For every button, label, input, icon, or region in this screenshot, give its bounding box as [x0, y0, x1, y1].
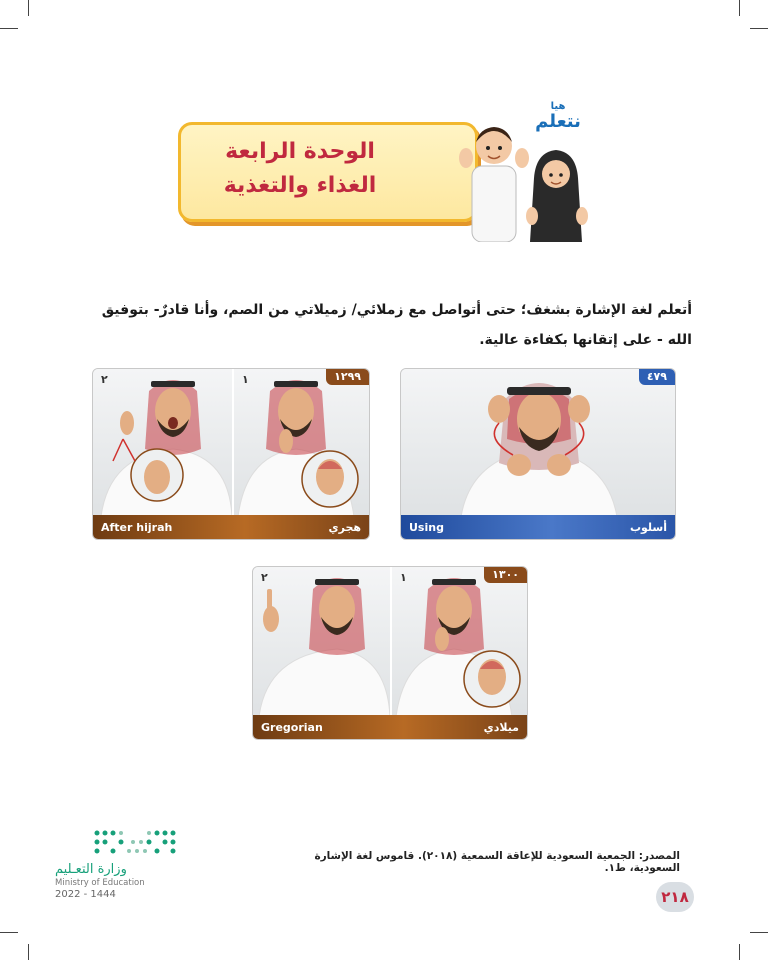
ministry-name-english: Ministry of Education	[55, 878, 145, 888]
step-number: ٢	[261, 571, 268, 584]
unit-title-line1: الوحدة الرابعة	[225, 139, 375, 164]
sign-panel-step-2	[93, 369, 232, 515]
caption-english: Using	[409, 520, 444, 534]
signer-photo	[93, 369, 232, 515]
caption-arabic: هجري	[328, 520, 361, 534]
lets-learn-badge	[518, 102, 598, 132]
ministry-logo	[55, 828, 195, 900]
step-number: ٢	[101, 373, 108, 386]
badge-small-text: هيا	[550, 101, 566, 112]
unit-title-line2: الغذاء والتغذية	[223, 173, 377, 198]
badge-big-text: نتعلم	[535, 111, 581, 132]
signer-photo	[253, 567, 390, 715]
caption-bar	[93, 515, 369, 539]
girl-figure	[526, 150, 588, 242]
crop-mark	[0, 932, 18, 933]
intro-paragraph: أتعلم لغة الإشارة بشغف؛ حتى أتواصل مع زملائي/ زميلاتي من الصم، وأنا قادرٌ- بتوفيق الله - على إتقانها بكفاءة عالية.	[101, 302, 692, 348]
caption-bar	[401, 515, 675, 539]
step-number: ١	[400, 571, 407, 584]
crop-mark	[739, 0, 740, 16]
page-number: ٢١٨	[656, 882, 694, 912]
crop-mark	[0, 28, 18, 29]
crop-mark	[28, 0, 29, 16]
signer-photo	[234, 369, 369, 515]
sign-card-hijri	[92, 368, 370, 540]
signer-photo	[401, 369, 675, 515]
sign-panel-step-1	[392, 567, 527, 715]
sign-panel-step-2	[253, 567, 390, 715]
crop-mark	[750, 28, 768, 29]
step-number: ١	[242, 373, 249, 386]
sign-card-using	[400, 368, 676, 540]
signer-photo	[392, 567, 527, 715]
crop-mark	[739, 944, 740, 960]
source-citation: المصدر: الجمعية السعودية للإعاقة السمعية (٢٠١٨). قاموس لغة الإشارة السعودية، ط١.	[314, 850, 680, 874]
boy-figure	[459, 127, 529, 242]
sign-number-tag: ١٣٠٠	[484, 567, 527, 583]
sign-panel	[401, 369, 675, 515]
sign-number-tag: ٤٧٩	[639, 369, 675, 385]
sign-card-gregorian	[252, 566, 528, 740]
ministry-name-arabic: وزارة التعـليم	[55, 862, 127, 877]
caption-arabic: ميلادي	[483, 720, 519, 734]
sign-panel-step-1	[234, 369, 369, 515]
unit-banner	[178, 122, 478, 222]
caption-english: Gregorian	[261, 720, 323, 734]
edition-year: 2022 - 1444	[55, 889, 116, 900]
caption-english: After hijrah	[101, 520, 173, 534]
ministry-dots-icon	[93, 828, 177, 858]
caption-arabic: أسلوب	[629, 520, 667, 534]
caption-bar	[253, 715, 527, 739]
unit-title	[195, 135, 405, 203]
sign-number-tag: ١٢٩٩	[326, 369, 369, 385]
crop-mark	[28, 944, 29, 960]
crop-mark	[750, 932, 768, 933]
